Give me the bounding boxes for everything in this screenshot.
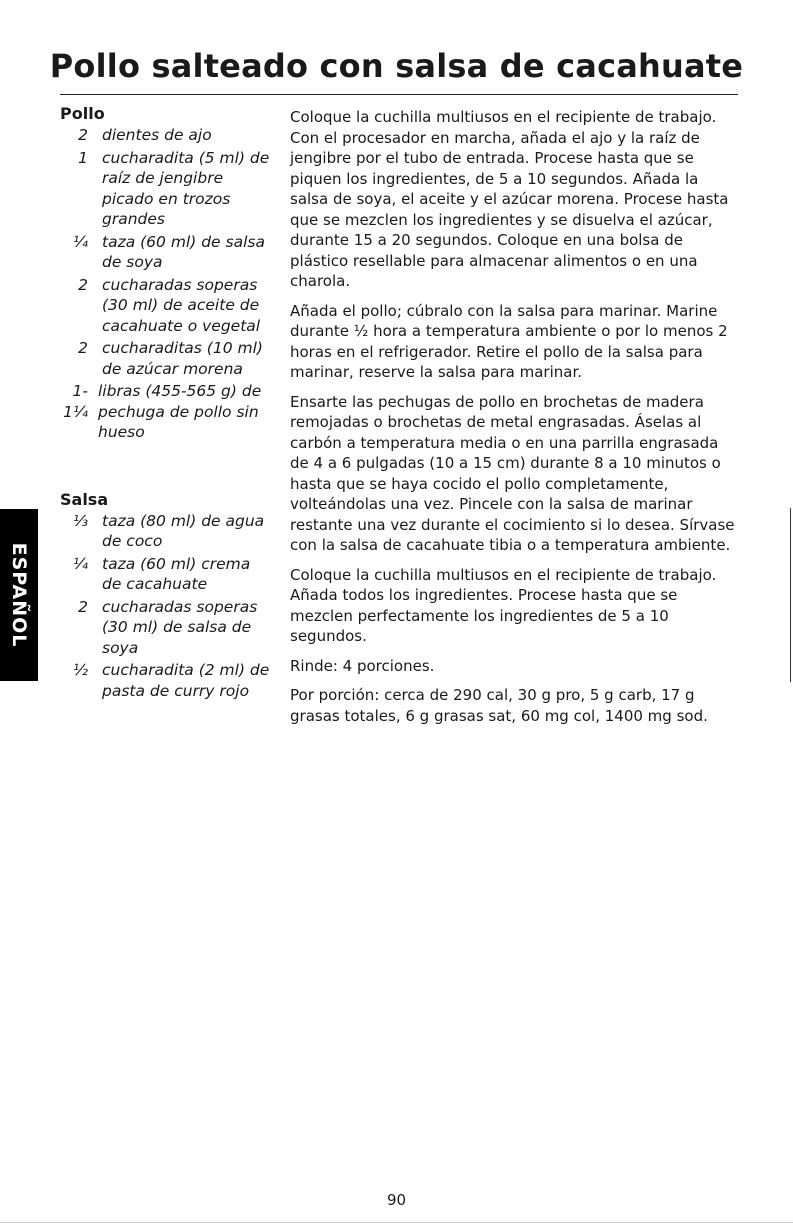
instruction-paragraph: Añada el pollo; cúbralo con la salsa para marinar. Marine durante ½ hora a temperatura ambiente o por lo menos 2 horas en el refrigerador. Retire el pollo de la salsa para marinar, reserve la salsa para marinar. xyxy=(290,301,728,381)
ingredient-item xyxy=(60,275,272,337)
ingredient-qty: 2 xyxy=(78,126,88,144)
pollo-heading: Pollo xyxy=(60,104,105,123)
ingredient-text: cucharadita (5 ml) de raíz de jengibre picado en trozos grandes xyxy=(102,148,270,228)
ingredient-item xyxy=(60,338,272,379)
ingredient-text: taza (60 ml) crema de cacahuate xyxy=(102,554,251,593)
ingredient-item xyxy=(60,597,272,659)
ingredient-text: cucharadita (2 ml) de pasta de curry rojo xyxy=(102,661,270,700)
ingredient-item xyxy=(60,232,272,273)
instruction-paragraph: Coloque la cuchilla multiusos en el recipiente de trabajo. Con el procesador en marcha, añada el ajo y la raíz de jengibre por el tubo de entrada. Procese hasta que se piquen los ingredientes, de 5 a 10 segundos. Añada la salsa de soya, el aceite y el azúcar morena. Procese hasta que se mezclen los ingredientes y se disuelva el azúcar, durante 15 a 20 segundos. Coloque en una bolsa de plástico resellable para almacenar alimentos o en una charola. xyxy=(290,108,729,290)
section-spacer xyxy=(60,445,272,489)
salsa-heading: Salsa xyxy=(60,489,109,509)
title-divider xyxy=(60,94,738,95)
ingredient-text: taza (80 ml) de agua de coco xyxy=(102,511,265,550)
ingredient-item xyxy=(60,554,272,595)
nutrition-text: Por porción: cerca de 290 cal, 30 g pro, 5 g carb, 17 g grasas totales, 6 g grasas sat, 60 mg col, 1400 mg sod. xyxy=(290,686,708,725)
instructions-column xyxy=(290,107,738,735)
language-tab-label: ESPAÑOL xyxy=(8,542,30,648)
ingredient-text: cucharadas soperas (30 ml) de aceite de cacahuate o vegetal xyxy=(102,275,261,335)
page-number: 90 xyxy=(386,1191,407,1209)
ingredient-qty: ¼ xyxy=(72,232,88,251)
page-bottom-edge xyxy=(0,1222,793,1223)
ingredient-item xyxy=(60,660,272,701)
ingredient-text: cucharaditas (10 ml) de azúcar morena xyxy=(102,339,263,378)
ingredient-item xyxy=(60,511,272,552)
ingredient-item xyxy=(56,381,272,443)
ingredient-item xyxy=(60,125,272,146)
page-title: Pollo salteado con salsa de cacahuate xyxy=(49,47,744,85)
language-tab xyxy=(0,509,38,681)
ingredient-qty: ⅓ xyxy=(72,511,88,530)
ingredient-qty: 2 xyxy=(78,275,88,294)
instruction-paragraph: Coloque la cuchilla multiusos en el recipiente de trabajo. Añada todos los ingredientes. Procese hasta que se mezclen perfectamente los ingredientes de 5 a 10 segundos. xyxy=(290,565,717,645)
yield-text: Rinde: 4 porciones. xyxy=(290,656,435,675)
ingredient-text: dientes de ajo xyxy=(102,126,212,144)
ingredient-text: taza (60 ml) de salsa de soya xyxy=(102,232,265,271)
ingredient-item xyxy=(60,148,272,230)
ingredient-qty: 2 xyxy=(78,339,88,357)
instruction-paragraph: Ensarte las pechugas de pollo en brochetas de madera remojadas o brochetas de metal engrasadas. Áselas al carbón a temperatura media o en una parrilla engrasada de 4 a 6 pulgadas (10 a 15 cm) durante 8 a 10 minutos o hasta que se haya cocido el pollo completamente, volteándolas una vez. Pincele con la salsa de marinar restante una vez durante el cocimiento si lo desea. Sírvase con la salsa de cacahuate tibia o a temperatura ambiente. xyxy=(290,392,735,554)
ingredients-column xyxy=(60,103,272,703)
ingredient-text: libras (455-565 g) de pechuga de pollo sin hueso xyxy=(98,382,262,441)
ingredient-qty: 1 xyxy=(78,148,88,167)
ingredient-qty: 1-1¼ xyxy=(63,382,88,421)
ingredient-text: cucharadas soperas (30 ml) de salsa de soya xyxy=(102,597,258,657)
ingredient-qty: ½ xyxy=(72,661,88,679)
ingredient-qty: 2 xyxy=(78,597,88,616)
page-edge-mark xyxy=(790,508,791,682)
ingredient-qty: ¼ xyxy=(72,554,88,573)
